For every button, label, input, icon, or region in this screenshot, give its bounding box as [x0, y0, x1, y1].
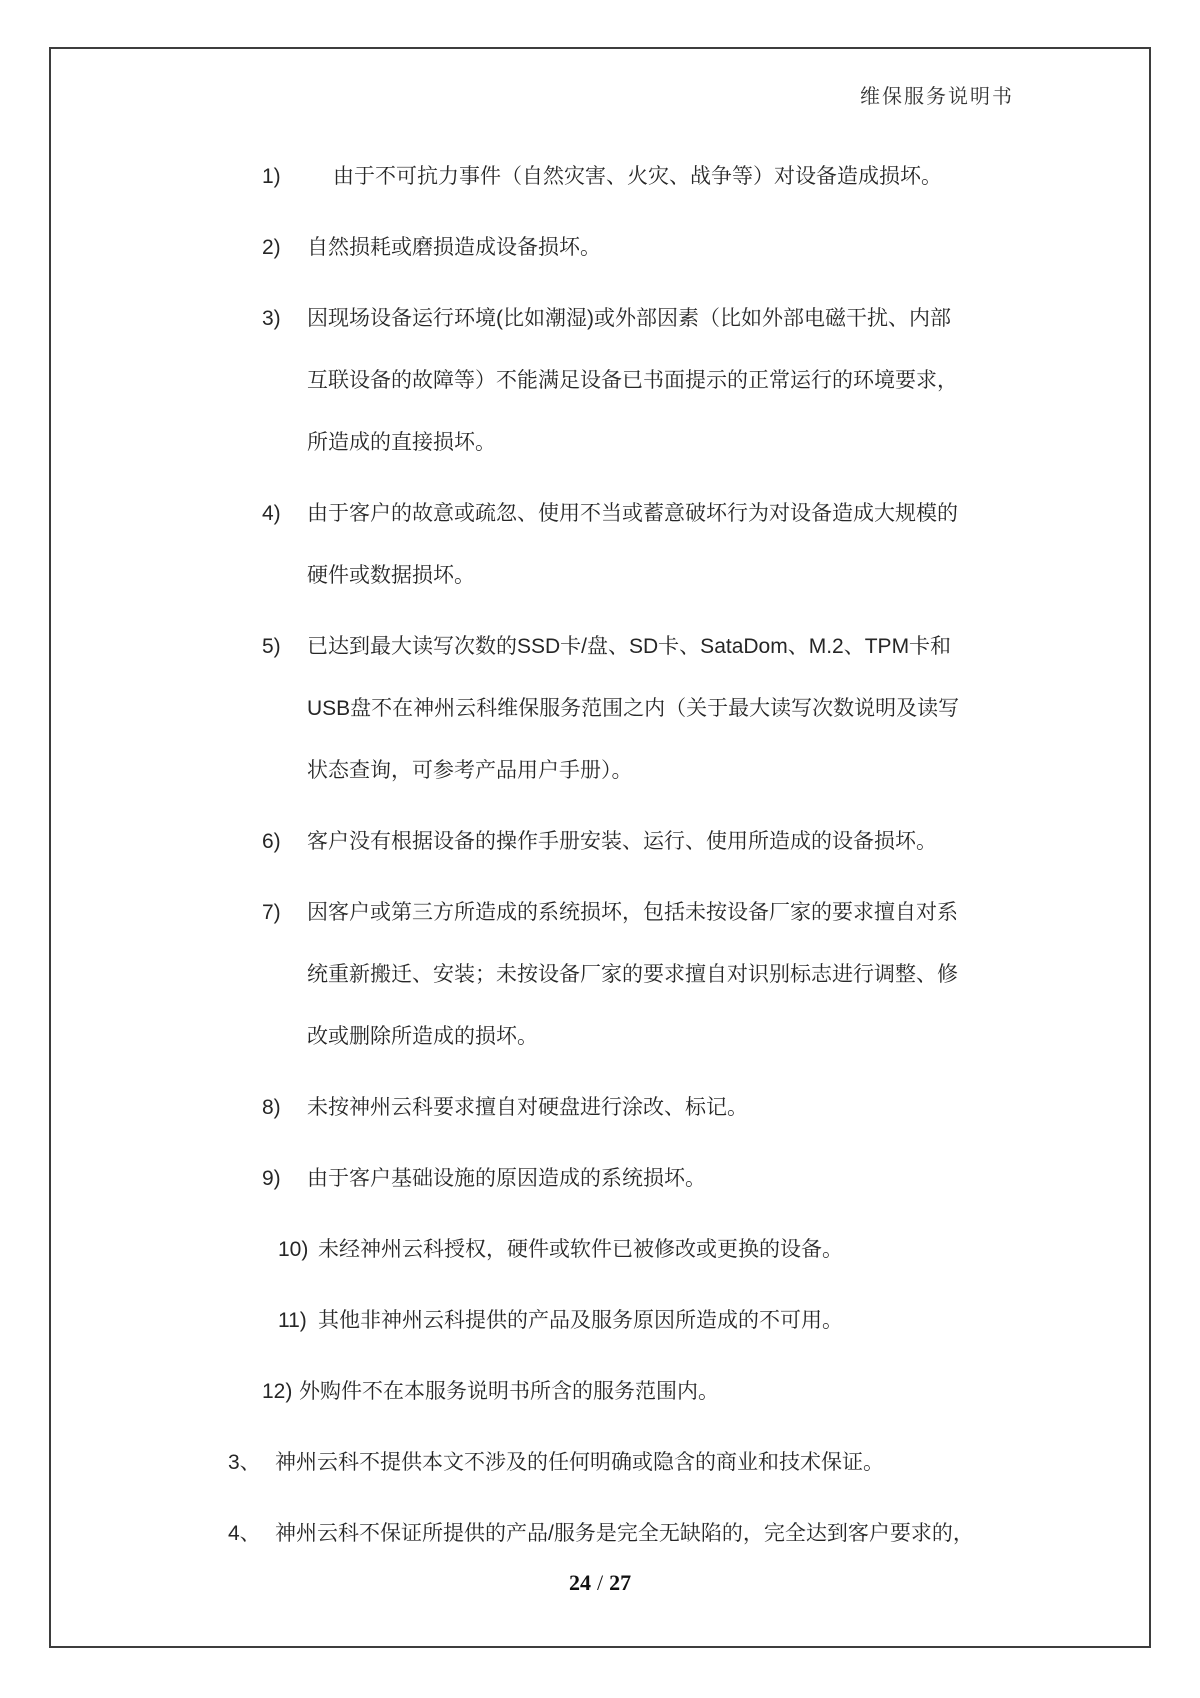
list-item-text: 自然损耗或磨损造成设备损坏。 [307, 236, 601, 259]
list-item-text: 由于客户的故意或疏忽、使用不当或蓄意破坏行为对设备造成大规模的硬件或数据损坏。 [307, 502, 958, 587]
list-item-number: 5) [262, 635, 281, 658]
list-item [0, 1432, 1200, 1494]
list-item-text: 由于客户基础设施的原因造成的系统损坏。 [307, 1167, 706, 1190]
page-number [0, 1568, 1200, 1598]
list-item [0, 146, 1200, 208]
page-number-total: 27 [609, 1570, 632, 1595]
list-item-text: 外购件不在本服务说明书所含的服务范围内。 [299, 1380, 719, 1403]
list-item-number: 8) [262, 1096, 281, 1119]
list-item-number: 4) [262, 502, 281, 525]
list-item-number: 6) [262, 830, 281, 853]
list-item-number: 3) [262, 307, 281, 330]
list-item-text: 因客户或第三方所造成的系统损坏，包括未按设备厂家的要求擅自对系统重新搬迁、安装；未按设备厂家的要求擅自对识别标志进行调整、修改或删除所造成的损坏。 [307, 901, 958, 1048]
list-item-text: 已达到最大读写次数的SSD卡/盘、SD卡、SataDom、M.2、TPM卡和USB盘不在神州云科维保服务范围之内（关于最大读写次数说明及读写状态查询，可参考产品用户手册）。 [307, 635, 960, 782]
list-item-text: 因现场设备运行环境(比如潮湿)或外部因素（比如外部电磁干扰、内部互联设备的故障等）不能满足设备已书面提示的正常运行的环境要求，所造成的直接损坏。 [307, 307, 958, 454]
page-content [0, 146, 1200, 1574]
list-item-text: 未经神州云科授权，硬件或软件已被修改或更换的设备。 [318, 1238, 843, 1261]
list-item [0, 616, 1200, 802]
list-item [0, 882, 1200, 1068]
list-item-number: 11) [278, 1309, 307, 1332]
list-item-number: 3、 [228, 1451, 261, 1474]
list-item [0, 288, 1200, 474]
header-title: 维保服务说明书 [860, 86, 1014, 108]
list-item-text: 其他非神州云科提供的产品及服务原因所造成的不可用。 [318, 1309, 843, 1332]
list-item-number: 12) [262, 1380, 293, 1403]
main-list [0, 1432, 1200, 1565]
list-item [0, 1361, 1200, 1423]
list-item-text: 未按神州云科要求擅自对硬盘进行涂改、标记。 [307, 1096, 748, 1119]
list-item-text: 客户没有根据设备的操作手册安装、运行、使用所造成的设备损坏。 [307, 830, 937, 853]
list-item [0, 1219, 1200, 1281]
list-item-number: 9) [262, 1167, 281, 1190]
list-item [0, 811, 1200, 873]
page-number-separator: / [596, 1570, 604, 1595]
sub-list [0, 146, 1200, 1423]
list-item [0, 1290, 1200, 1352]
list-item-number: 4、 [228, 1522, 261, 1545]
list-item-number: 7) [262, 901, 281, 924]
list-item-text: 神州云科不保证所提供的产品/服务是完全无缺陷的，完全达到客户要求的， [275, 1522, 974, 1545]
list-item [0, 1148, 1200, 1210]
list-item-number: 2) [262, 236, 281, 259]
list-item [0, 1503, 1200, 1565]
page-number-current: 24 [568, 1570, 591, 1595]
list-item-text: 神州云科不提供本文不涉及的任何明确或隐含的商业和技术保证。 [275, 1451, 884, 1474]
list-item-number: 10) [278, 1238, 309, 1261]
list-item [0, 1077, 1200, 1139]
list-item [0, 483, 1200, 607]
list-item [0, 217, 1200, 279]
list-item-number: 1) [262, 165, 281, 188]
list-item-text: 由于不可抗力事件（自然灾害、火灾、战争等）对设备造成损坏。 [333, 165, 942, 188]
